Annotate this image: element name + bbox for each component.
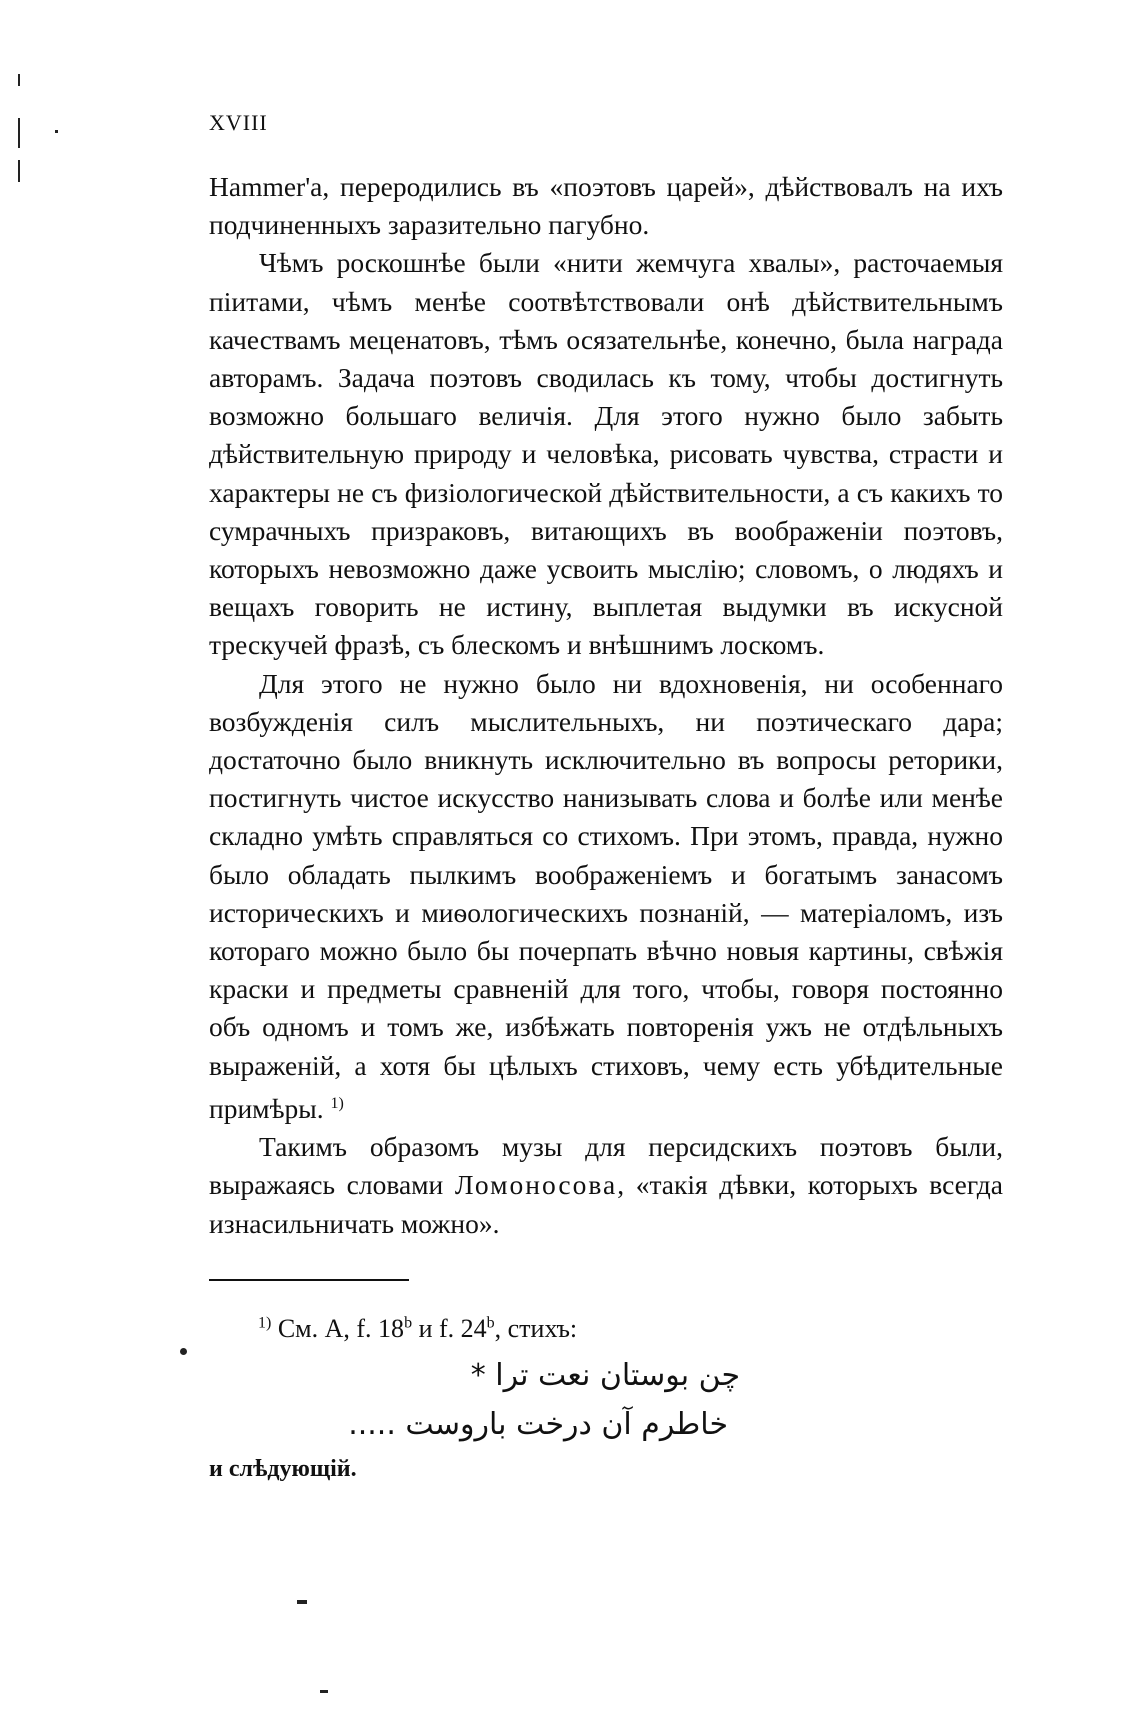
page-number: XVIII <box>209 110 268 135</box>
footnote-text-b: и f. 24 <box>412 1314 487 1343</box>
footnote-text-c: , стихъ: <box>494 1314 578 1343</box>
persian-verse-line-2: خاطرم آن درخت باروست ..... <box>348 1407 728 1442</box>
footnote-divider <box>209 1279 409 1281</box>
paragraph-4-text-end: , «такія дѣвки, которыхъ всегда изнасильничать можно». <box>209 1169 1003 1239</box>
footnote-reference: 1) <box>330 1094 344 1112</box>
paragraph-3-text: Для этого не нужно было ни вдохновенія, ни особеннаго возбужденія силъ мыслительныхъ, ни поэтическаго дара; достаточно было вникнуть исключительно въ вопросы реторики, постигнуть чистое искусство нанизывать слова и болѣе или менѣе складно умѣть справляться со стихомъ. При этомъ, правда, нужно было обладать пылкимъ воображеніемъ и богатымъ занасомъ историческихъ и миѳологическихъ познаній, — матеріаломъ, изъ котораго можно было бы почерпать вѣчно новыя картины, свѣжія краски и предметы сравненій для того, чтобы, говоря постоянно объ одномъ и томъ же, избѣжать повторенія ужъ не отдѣльныхъ выраженій, а хотя бы цѣлыхъ стиховъ, чему есть убѣдительные примѣры. <box>209 667 1003 1125</box>
scan-mark-left-3 <box>18 160 20 182</box>
paragraph-3 <box>209 665 1003 1129</box>
paragraph-4-text-start: Такимъ образомъ музы для персидскихъ поэтовъ были, выражаясь словами <box>209 1131 1003 1201</box>
scan-mark-left-4 <box>55 130 58 133</box>
footnote-text-a: См. A, f. 18 <box>271 1314 405 1343</box>
closing-line: и слѣдующій. <box>209 1456 357 1482</box>
footnote-marker: 1) <box>258 1314 272 1332</box>
paragraph-4 <box>209 1128 1003 1243</box>
scan-mark-left-2 <box>18 118 20 148</box>
footnote-sup-a: b <box>404 1314 413 1332</box>
scan-mark-dot <box>180 1348 187 1355</box>
scan-mark-bottom <box>297 1600 307 1604</box>
body-text <box>209 168 1003 1243</box>
scan-mark-bottom-2 <box>320 1690 328 1693</box>
footnote-sup-b: b <box>486 1314 495 1332</box>
persian-verse-line-1: چن بوستان نعت ترا * <box>470 1358 740 1393</box>
footnote <box>258 1314 577 1344</box>
paragraph-1: Hammer'a, переродились въ «поэтовъ царей», дѣйствовалъ на ихъ подчиненныхъ заразительно пагубно. <box>209 171 1003 241</box>
scan-mark-left-1 <box>18 74 20 86</box>
paragraph-2: Чѣмъ роскошнѣе были «нити жемчуга хвалы», расточаемыя піитами, чѣмъ менѣе соотвѣтствовали онѣ дѣйствительнымъ качествамъ меценатовъ, тѣмъ осязательнѣе, конечно, была награда авторамъ. Задача поэтовъ сводилась къ тому, чтобы достигнуть возможно большаго величія. Для этого нужно было забыть дѣйствительную природу и человѣка, рисовать чувства, страсти и характеры не съ физіологической дѣйствительности, а съ какихъ то сумрачныхъ призраковъ, витающихъ въ воображеніи поэтовъ, которыхъ невозможно даже усвоить мыслію; словомъ, о людяхъ и вещахъ говорить не истину, выплетая выдумки въ искусной трескучей фразѣ, съ блескомъ и внѣшнимъ лоскомъ. <box>209 247 1003 661</box>
author-name: Ломоносова <box>454 1169 618 1201</box>
